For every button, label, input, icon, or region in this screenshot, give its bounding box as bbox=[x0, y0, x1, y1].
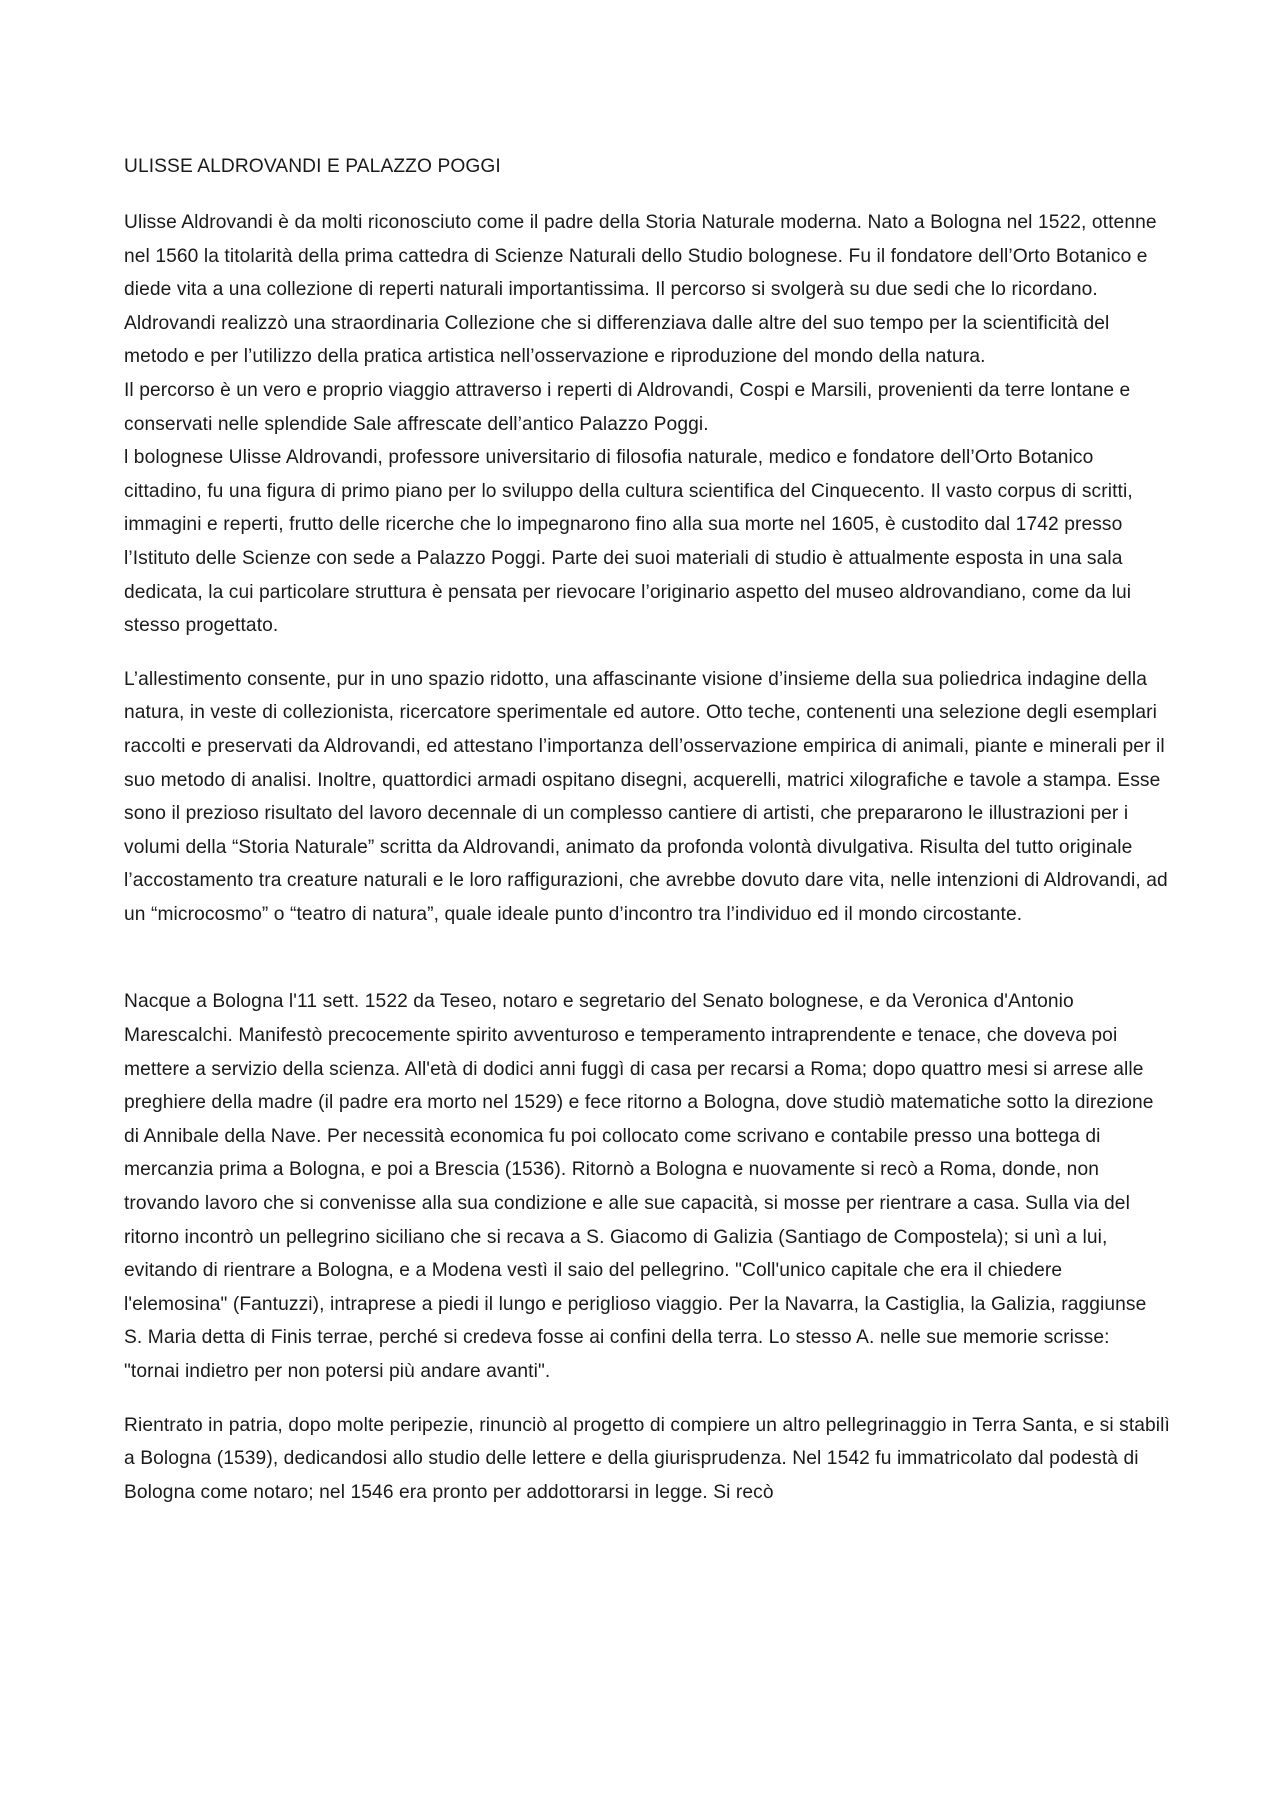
document-title: ULISSE ALDROVANDI E PALAZZO POGGI bbox=[124, 156, 501, 177]
paragraph-professor: l bolognese Ulisse Aldrovandi, professore universitario di filosofia naturale, medico e fondatore dell’Orto Botanico cittadino, fu una figura di primo piano per lo sviluppo della cultura scientifica del Cinquecento. Il vasto corpus di scritti, immagini e reperti, frutto delle ricerche che lo impegnarono fino alla sua morte nel 1605, è custodito dal 1742 presso l’Istituto delle Scienze con sede a Palazzo Poggi. Parte dei suoi materiali di studio è attualmente esposta in una sala dedicata, la cui particolare struttura è pensata per rievocare l’originario aspetto del museo aldrovandiano, come da lui stesso progettato. bbox=[124, 447, 1133, 637]
paragraph-exhibition: L’allestimento consente, pur in uno spazio ridotto, una affascinante visione d’insieme della sua poliedrica indagine della natura, in veste di collezionista, ricercatore sperimentale ed autore. Otto teche, contenenti una selezione degli esemplari raccolti e preservati da Aldrovandi, ed attestano l’importanza dell’osservazione empirica di animali, piante e minerali per il suo metodo di analisi. Inoltre, quattordici armadi ospitano disegni, acquerelli, matrici xilografiche e tavole a stampa. Esse sono il prezioso risultato del lavoro decennale di un complesso cantiere di artisti, che prepararono le illustrazioni per i volumi della “Storia Naturale” scritta da Aldrovandi, animato da profonda volontà divulgativa. Risulta del tutto originale l’accostamento tra creature naturali e le loro raffigurazioni, che avrebbe dovuto dare vita, nelle intenzioni di Aldrovandi, ad un “microcosmo” o “teatro di natura”, quale ideale punto d’incontro tra l’individuo ed il mondo circostante. bbox=[124, 668, 1168, 925]
paragraph-biography-return: Rientrato in patria, dopo molte peripezie, rinunciò al progetto di compiere un altro pellegrinaggio in Terra Santa, e si stabilì a Bologna (1539), dedicandosi allo studio delle lettere e della giurisprudenza. Nel 1542 fu immatricolato dal podestà di Bologna come notaro; nel 1546 era pronto per addottorarsi in legge. Si recò bbox=[124, 1414, 1170, 1503]
paragraph-biography-early: Nacque a Bologna l'11 sett. 1522 da Teseo, notaro e segretario del Senato bolognese, e da Veronica d'Antonio Marescalchi. Manifestò precocemente spirito avventuroso e temperamento intraprendente e tenace, che doveva poi mettere a servizio della scienza. All'età di dodici anni fuggì di casa per recarsi a Roma; dopo quattro mesi si arrese alle preghiere della madre (il padre era morto nel 1529) e fece ritorno a Bologna, dove studiò matematiche sotto la direzione di Annibale della Nave. Per necessità economica fu poi collocato come scrivano e contabile presso una bottega di mercanzia prima a Bologna, e poi a Brescia (1536). Ritornò a Bologna e nuovamente si recò a Roma, donde, non trovando lavoro che si convenisse alla sua condizione e alle sue capacità, si mosse per rientrare a casa. Sulla via del ritorno incontrò un pellegrino siciliano che si recava a S. Giacomo di Galizia (Santiago de Compostela); si unì a lui, evitando di rientrare a Bologna, e a Modena vestì il saio del pellegrino. "Coll'unico capitale che era il chiedere l'elemosina" (Fantuzzi), intraprese a piedi il lungo e periglioso viaggio. Per la Navarra, la Castiglia, la Galizia, raggiunse S. Maria detta di Finis terrae, perché si credeva fosse ai confini della terra. Lo stesso A. nelle sue memorie scrisse: "tornai indietro per non potersi più andare avanti". bbox=[124, 991, 1154, 1382]
document-page bbox=[124, 150, 1170, 1509]
paragraph-intro: Ulisse Aldrovandi è da molti riconosciuto come il padre della Storia Naturale moderna. Nato a Bologna nel 1522, ottenne nel 1560 la titolarità della prima cattedra di Scienze Naturali dello Studio bolognese. Fu il fondatore dell’Orto Botanico e diede vita a una collezione di reperti naturali importantissima. Il percorso si svolgerà su due sedi che lo ricordano. bbox=[124, 212, 1157, 301]
paragraph-journey: Il percorso è un vero e proprio viaggio attraverso i reperti di Aldrovandi, Cospi e Marsili, provenienti da terre lontane e conservati nelle splendide Sale affrescate dell’antico Palazzo Poggi. bbox=[124, 379, 1131, 435]
paragraph-collection: Aldrovandi realizzò una straordinaria Collezione che si differenziava dalle altre del suo tempo per la scientificità del metodo e per l’utilizzo della pratica artistica nell’osservazione e riproduzione del mondo della natura. bbox=[124, 312, 1110, 368]
